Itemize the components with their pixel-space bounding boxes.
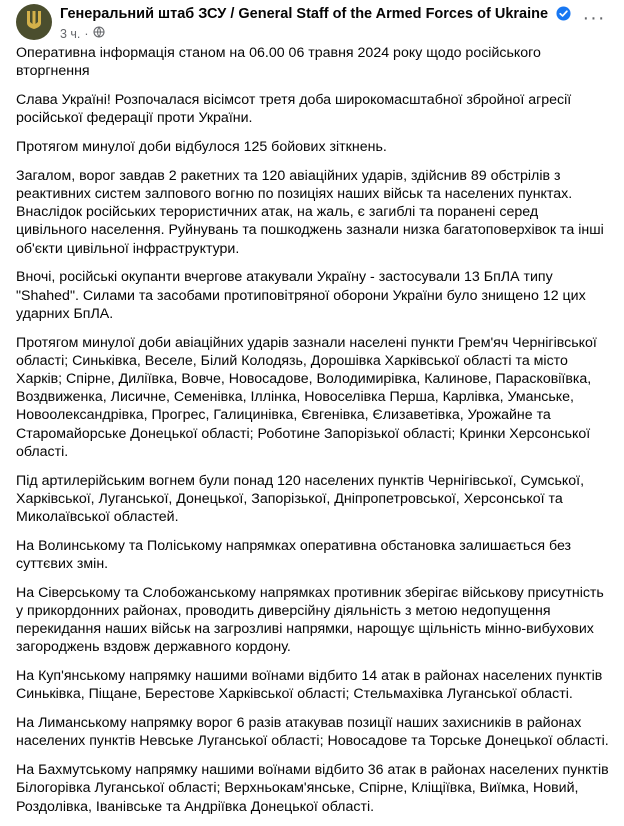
page-avatar[interactable] <box>16 4 52 40</box>
post-paragraph: Загалом, ворог завдав 2 ракетних та 120 авіаційних ударів, здійснив 89 обстрілів з реактивних систем залпового вогню по позиціях наших військ та населених пунктах. Внаслідок російських терористичних атак, на жаль, є загиблі та поранені серед цивільного населення. Руйнувань та пошкоджень зазнали низка багатоповерхівок та інші об'єкти цивільної інфраструктури. <box>16 167 604 257</box>
post-meta <box>60 26 105 41</box>
post-paragraph: На Волинському та Поліському напрямках оперативна обстановка залишається без суттєвих змін. <box>16 537 572 573</box>
globe-icon <box>93 26 105 41</box>
post-paragraph: Протягом минулої доби відбулося 125 бойових зіткнень. <box>16 139 387 155</box>
author-name[interactable]: Генеральний штаб ЗСУ / General Staff of the Armed Forces of Ukraine <box>60 6 549 22</box>
post-paragraph: На Лиманському напрямку ворог 6 разів атакував позиції наших захисників в районах населених пунктів Невське Луганської області; Новосадове та Торське Донецької області. <box>16 715 609 750</box>
trident-logo-icon <box>24 9 44 36</box>
post-paragraph: Вночі, російські окупанти вчергове атакували Україну - застосували 13 БпЛА типу "Shahed". Силами та засобами протиповітряної оборони України було знищено 12 цих ударних БпЛА. <box>16 269 586 322</box>
post-paragraph: На Бахмутському напрямку нашими воїнами відбито 36 атак в районах населених пунктів Білогорівка Луганської області; Верхньокам'янське, Спірне, Кліщіївка, Виїмка, Новий, Роздолівка, Іванівське та Андріївка Донецької області. <box>16 762 609 815</box>
more-options-icon[interactable]: ··· <box>582 6 606 29</box>
meta-separator: · <box>84 26 89 41</box>
post-paragraph: На Куп'янському напрямку нашими воїнами відбито 14 атак в районах населених пунктів Синьківка, Піщане, Берестове Харківської області; Стельмахівка Луганської області. <box>16 668 603 703</box>
post-author[interactable] <box>60 6 571 25</box>
post-paragraph: Протягом минулої доби авіаційних ударів зазнали населені пункти Грем'яч Чернігівської області; Синьківка, Веселе, Білий Колодязь, Дорошівка Харківської області та місто Харків; Спірне, Диліївка, Вовче, Новосадове, Володимирівка, Калинове, Парасковіївка, Воздвиженка, Лисичне, Семенівка, Іллінка, Новоселівка Перша, Карлівка, Уманське, Новоолександрівка, Прогрес, Галицинівка, Євгенівка, Єлизаветівка, Урожайне та Старомайорське Донецької області; Роботине Запорізької області; Кринки Херсонської області. <box>16 334 597 460</box>
post-paragraph: Під артилерійським вогнем були понад 120 населених пунктів Чернігівської, Сумської, Харківської, Луганської, Донецької, Запорізької, Дніпропетровської, Херсонської та Миколаївської областей. <box>16 472 585 526</box>
verified-badge-icon <box>556 6 571 25</box>
post-paragraph: Оперативна інформація станом на 06.00 06 травня 2024 року щодо російського вторгнення <box>16 45 541 80</box>
post-paragraph: Слава Україні! Розпочалася вісімсот третя доба широкомасштабної збройної агресії російської федерації проти України. <box>16 92 572 127</box>
post-timestamp[interactable]: 3 ч. <box>60 26 81 41</box>
post-body <box>16 44 612 826</box>
post-header <box>16 4 608 44</box>
post-paragraph: На Сіверському та Слобожанському напрямках противник зберігає військову присутність у прикордонних районах, проводить диверсійну діяльність з метою недопущення перекидання наших військ на загрозливі напрямки, нарощує щільність мінно-вибухових загороджень вздовж державного кордону. <box>16 584 604 656</box>
